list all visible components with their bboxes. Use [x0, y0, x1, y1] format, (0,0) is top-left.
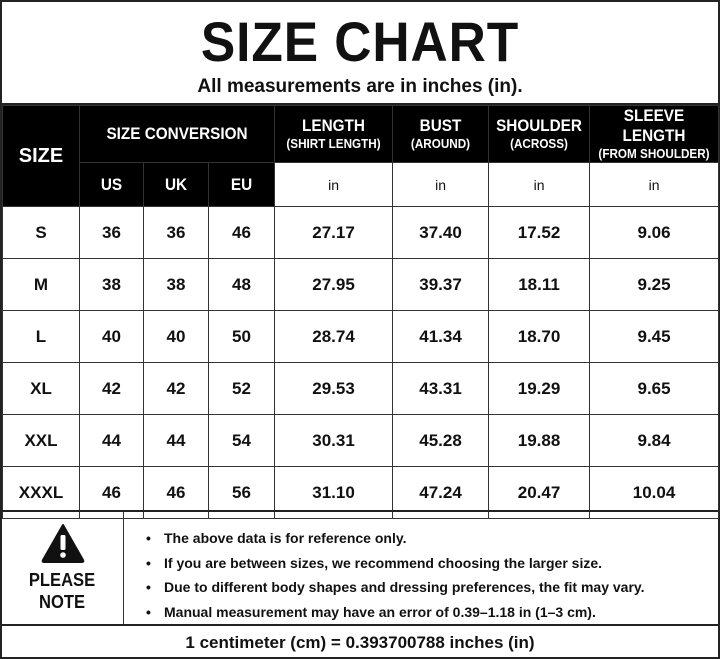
please-note-block [2, 510, 718, 626]
cell-size: XXXL [3, 467, 80, 519]
unit-bust: in [393, 163, 489, 207]
cell-us: 40 [80, 311, 144, 363]
unit-shoulder: in [489, 163, 590, 207]
cell-bust: 47.24 [393, 467, 489, 519]
cell-shoulder: 17.52 [489, 207, 590, 259]
cell-size: M [3, 259, 80, 311]
cell-shoulder: 19.88 [489, 415, 590, 467]
cell-shoulder: 18.11 [489, 259, 590, 311]
list-item: • Due to different body shapes and dressing preferences, the fit may vary. [146, 575, 645, 600]
please-note-label-block [2, 512, 124, 624]
cell-eu: 52 [209, 363, 275, 415]
cell-length: 29.53 [275, 363, 393, 415]
cell-us: 46 [80, 467, 144, 519]
cell-uk: 44 [144, 415, 209, 467]
header-size-conversion: SIZE CONVERSION [80, 106, 275, 163]
header-eu: EU [209, 163, 275, 207]
cell-size: S [3, 207, 80, 259]
cell-shoulder: 18.70 [489, 311, 590, 363]
cell-length: 28.74 [275, 311, 393, 363]
cell-bust: 43.31 [393, 363, 489, 415]
cell-sleeve: 10.04 [590, 467, 719, 519]
cell-sleeve: 9.25 [590, 259, 719, 311]
header-sleeve-length: SLEEVE LENGTH (FROM SHOULDER) [590, 106, 719, 163]
header-size: SIZE [3, 106, 80, 207]
list-item: • Manual measurement may have an error of 0.39–1.18 in (1–3 cm). [146, 600, 645, 625]
cell-size: XXL [3, 415, 80, 467]
table-row [3, 415, 719, 467]
cell-bust: 37.40 [393, 207, 489, 259]
unit-sleeve: in [590, 163, 719, 207]
cell-uk: 46 [144, 467, 209, 519]
cell-length: 27.17 [275, 207, 393, 259]
cell-length: 27.95 [275, 259, 393, 311]
cell-shoulder: 20.47 [489, 467, 590, 519]
cell-size: XL [3, 363, 80, 415]
warning-triangle-icon [41, 523, 85, 563]
header-shoulder: SHOULDER (ACROSS) [489, 106, 590, 163]
table-row [3, 311, 719, 363]
list-item: • If you are between sizes, we recommend choosing the larger size. [146, 551, 645, 576]
list-item: • The above data is for reference only. [146, 526, 645, 551]
cell-sleeve: 9.06 [590, 207, 719, 259]
cell-us: 38 [80, 259, 144, 311]
cell-length: 31.10 [275, 467, 393, 519]
title-block [2, 2, 718, 105]
cell-bust: 39.37 [393, 259, 489, 311]
cell-shoulder: 19.29 [489, 363, 590, 415]
note-list [124, 512, 645, 624]
size-table [2, 105, 719, 519]
page-subtitle: All measurements are in inches (in). [197, 76, 523, 97]
cell-us: 44 [80, 415, 144, 467]
table-row [3, 207, 719, 259]
cell-sleeve: 9.84 [590, 415, 719, 467]
cell-length: 30.31 [275, 415, 393, 467]
cell-bust: 45.28 [393, 415, 489, 467]
cell-us: 42 [80, 363, 144, 415]
header-bust: BUST (AROUND) [393, 106, 489, 163]
table-row [3, 259, 719, 311]
conversion-footer: 1 centimeter (cm) = 0.393700788 inches (in) [185, 633, 535, 652]
cell-uk: 36 [144, 207, 209, 259]
cell-uk: 42 [144, 363, 209, 415]
header-length: LENGTH (SHIRT LENGTH) [275, 106, 393, 163]
cell-eu: 50 [209, 311, 275, 363]
cell-us: 36 [80, 207, 144, 259]
cell-size: L [3, 311, 80, 363]
cell-eu: 46 [209, 207, 275, 259]
cell-eu: 54 [209, 415, 275, 467]
cell-sleeve: 9.65 [590, 363, 719, 415]
cell-bust: 41.34 [393, 311, 489, 363]
please-note-label: PLEASE NOTE [29, 570, 96, 612]
page-title: SIZE CHART [200, 10, 520, 73]
table-row [3, 363, 719, 415]
cell-sleeve: 9.45 [590, 311, 719, 363]
unit-length: in [275, 163, 393, 207]
header-us: US [80, 163, 144, 207]
cell-uk: 38 [144, 259, 209, 311]
cell-eu: 56 [209, 467, 275, 519]
header-uk: UK [144, 163, 209, 207]
cell-uk: 40 [144, 311, 209, 363]
cell-eu: 48 [209, 259, 275, 311]
